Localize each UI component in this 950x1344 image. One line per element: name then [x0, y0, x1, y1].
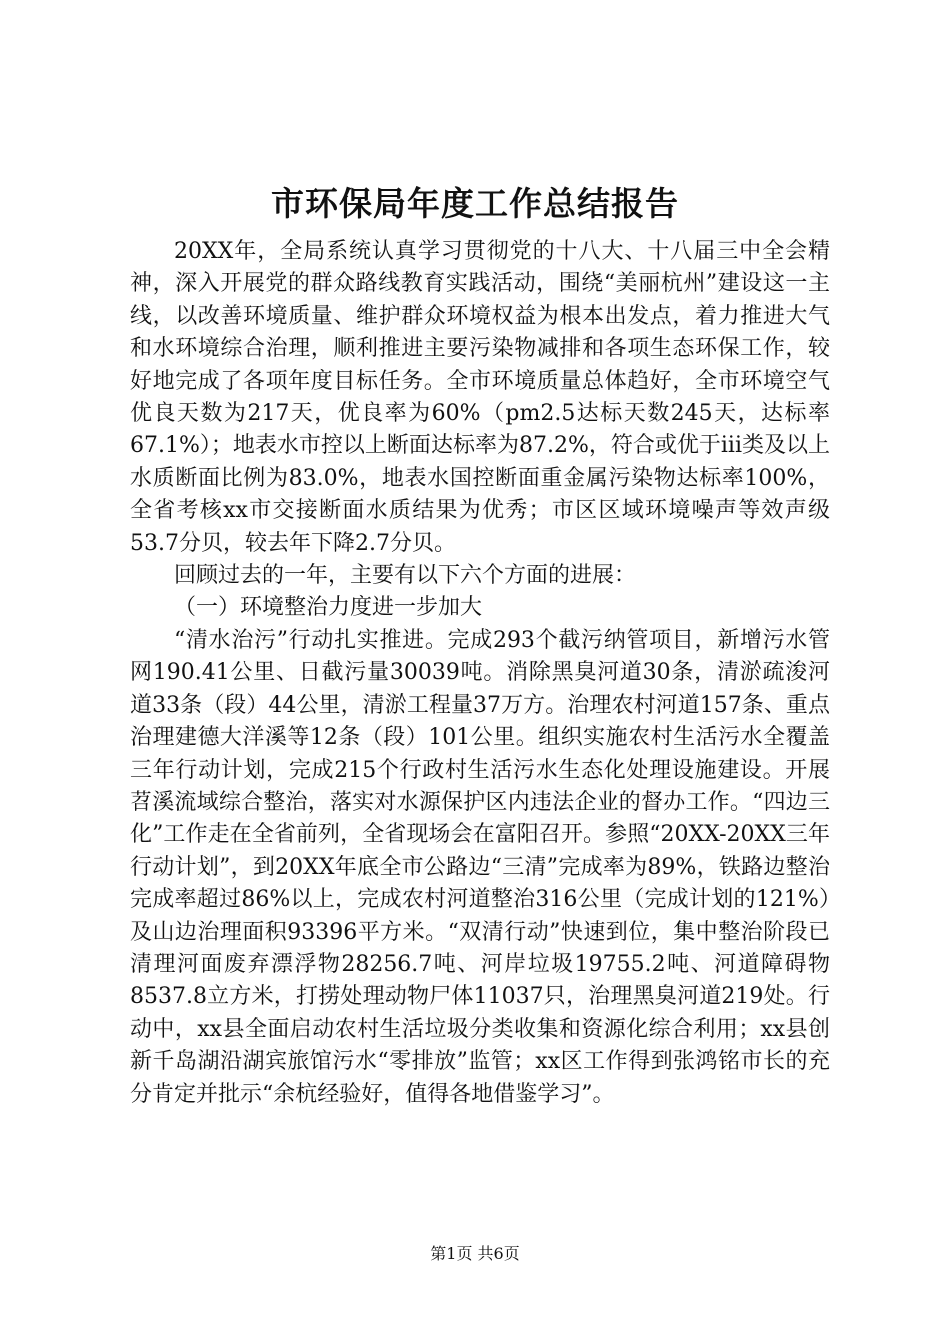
section-paragraph: “清水治污”行动扎实推进。完成293个截污纳管项目，新增污水管网190.41公里、日截污量30039吨。消除黑臭河道30条，清淤疏浚河道33条（段）44公里，清淤工程量37万方。治理农村河道157条、重点治理建德大洋溪等12条（段）101公里。组织实施农村生活污水全覆盖三年行动计划，完成215个行政村生活污水生态化处理设施建设。开展苕溪流域综合整治，落实对水源保护区内违法企业的督办工作。“四边三化”工作走在全省前列，全省现场会在富阳召开。参照“20XX-20XX三年行动计划”，到20XX年底全市公路边“三清”完成率为89%，铁路边整治完成率超过86%以上，完成农村河道整治316公里（完成计划的121%）及山边治理面积93396平方米。“双清行动”快速到位，集中整治阶段已清理河面废弃漂浮物28256.7吨、河岸垃圾19755.2吨、河道障碍物8537.8立方米，打捞处理动物尸体11037只，治理黑臭河道219处。行动中，xx县全面启动农村生活垃圾分类收集和资源化综合利用；xx县创新千岛湖沿湖宾旅馆污水“零排放”监管；xx区工作得到张鸿铭市长的充分肯定并批示“余杭经验好，值得各地借鉴学习”。 — [130, 627, 830, 1107]
page-footer: 第1页 共6页 — [430, 1244, 520, 1263]
document-title: 市环保局年度工作总结报告 — [271, 184, 679, 223]
document-body — [130, 236, 830, 1111]
section-heading: （一）环境整治力度进一步加大 — [174, 595, 483, 621]
review-paragraph: 回顾过去的一年，主要有以下六个方面的进展： — [174, 563, 637, 589]
intro-paragraph: 20XX年，全局系统认真学习贯彻党的十八大、十八届三中全会精神，深入开展党的群众路线教育实践活动，围绕“美丽杭州”建设这一主线，以改善环境质量、维护群众环境权益为根本出发点，着力推进大气和水环境综合治理，顺利推进主要污染物减排和各项生态环保工作，较好地完成了各项年度目标任务。全市环境质量总体趋好，全市环境空气优良天数为217天，优良率为60%（pm2.5达标天数245天，达标率67.1%）；地表水市控以上断面达标率为87.2%，符合或优于iii类及以上水质断面比例为83.0%，地表水国控断面重金属污染物达标率100%，全省考核xx市交接断面水质结果为优秀；市区区域环境噪声等效声级53.7分贝，较去年下降2.7分贝。 — [130, 239, 830, 556]
